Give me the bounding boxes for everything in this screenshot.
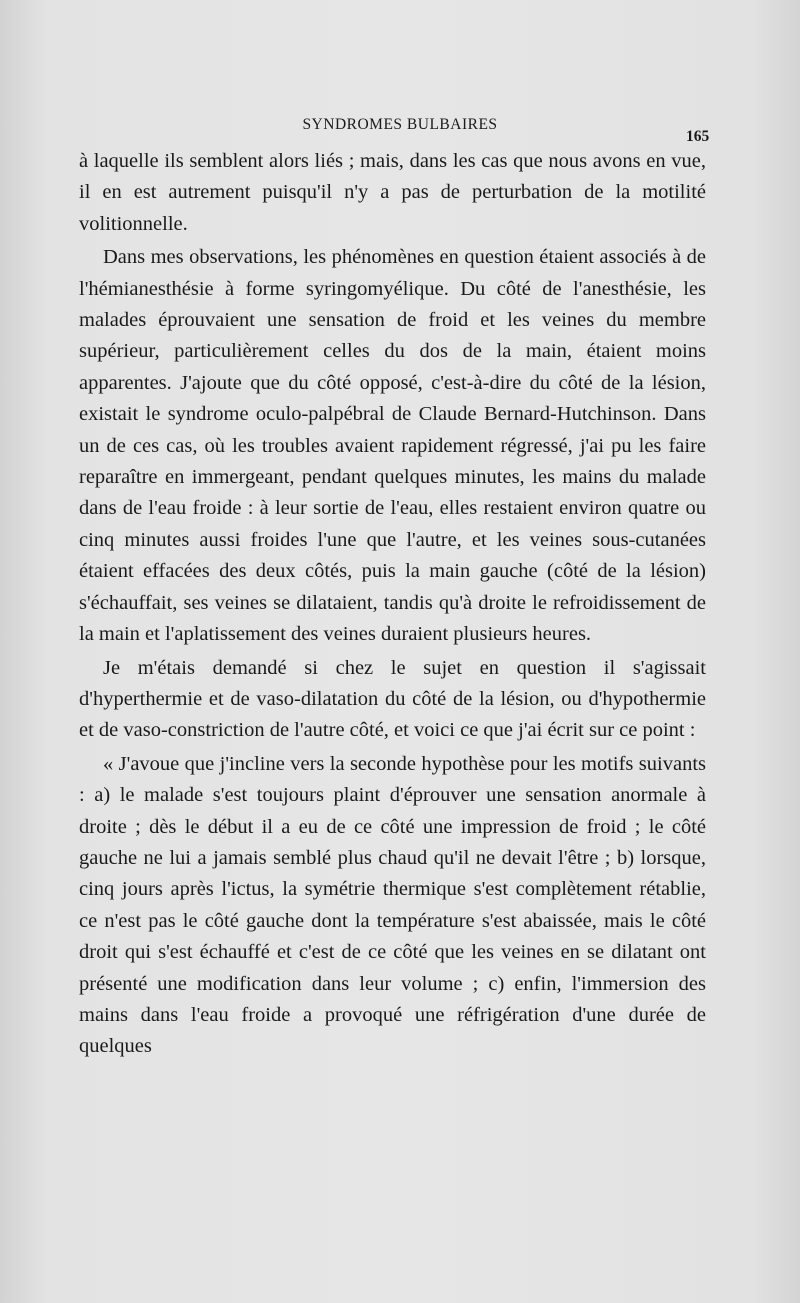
- paragraph-continuation: à laquelle ils semblent alors liés ; mais, dans les cas que nous avons en vue, il en est autrement puisqu'il n'y a pas de perturbation de la motilité volitionnelle.: [79, 150, 706, 235]
- paragraph: Dans mes observations, les phénomènes en question étaient associés à de l'hémianesthésie à forme syringomyélique. Du côté de l'anesthésie, les malades éprouvaient une sensation de froid et les veines du membre supérieur, particulièrement celles du dos de la main, étaient moins apparentes. J'ajoute que du côté opposé, c'est-à-dire du côté de la lésion, existait le syndrome oculo-palpébral de Claude Bernard-Hutchinson. Dans un de ces cas, où les troubles avaient rapidement régressé, j'ai pu les faire reparaître en immergeant, pendant quelques minutes, les mains du malade dans de l'eau froide : à leur sortie de l'eau, elles restaient environ quatre ou cinq minutes aussi froides l'une que l'autre, et les veines sous-cutanées étaient effacées des deux côtés, puis la main gauche (côté de la lésion) s'échauffait, ses veines se dilataient, tandis qu'à droite le refroidissement de la main et l'aplatissement des veines duraient plusieurs heures.: [79, 246, 706, 646]
- paragraph-quote: « J'avoue que j'incline vers la seconde hypothèse pour les motifs suivants : a) le malade s'est toujours plaint d'éprouver une sensation anormale à droite ; dès le début il a eu de ce côté une impression de froid ; le côté gauche ne lui a jamais semblé plus chaud qu'il ne devait l'être ; b) lorsque, cinq jours après l'ictus, la symétrie thermique s'est complètement rétablie, ce n'est pas le côté gauche dont la température s'est abaissée, mais le côté droit qui s'est échauffé et c'est de ce côté que les veines en se dilatant ont présenté une modification dans leur volume ; c) enfin, l'immersion des mains dans l'eau froide a provoqué une réfrigération d'une durée de quelques: [79, 752, 706, 1058]
- paragraph: Je m'étais demandé si chez le sujet en question il s'agissait d'hyperthermie et de vaso-dilatation du côté de la lésion, ou d'hypothermie et de vaso-constriction de l'autre côté, et voici ce que j'ai écrit sur ce point :: [79, 656, 706, 742]
- page-number: 165: [686, 128, 710, 145]
- running-head: SYNDROMES BULBAIRES: [302, 116, 498, 133]
- body-text: [79, 146, 706, 1063]
